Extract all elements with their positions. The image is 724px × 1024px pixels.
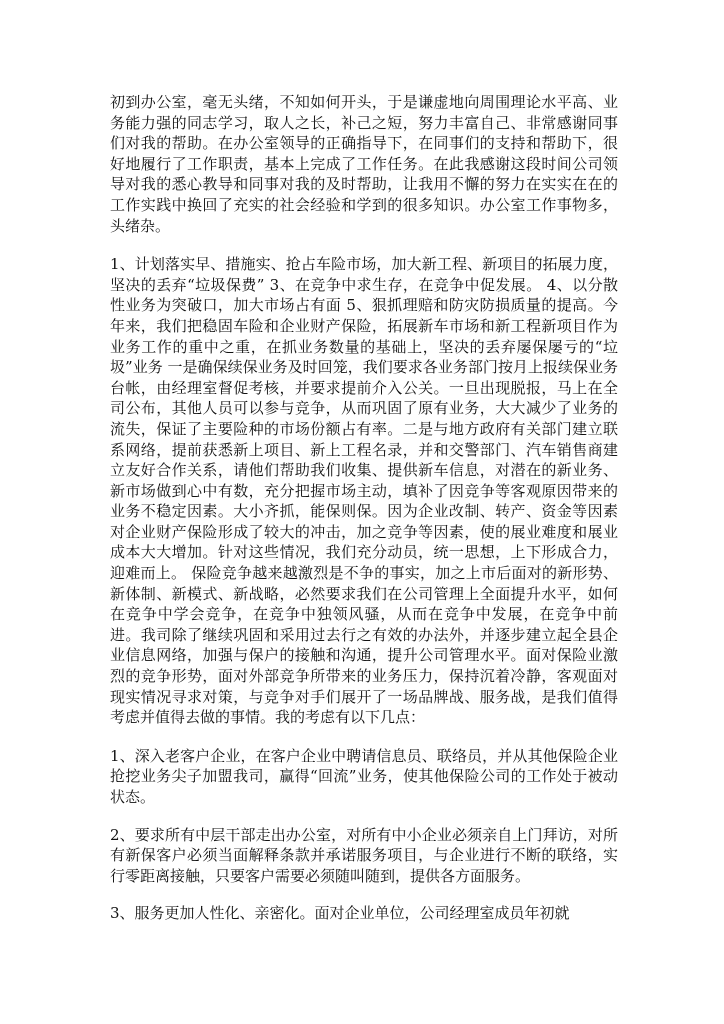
paragraph-intro: 初到办公室，毫无头绪，不知如何开头，于是谦虚地向周围理论水平高、业务能力强的同志学习，取人之长，补己之短，努力丰富自己、非常感谢同事们对我的帮助。在办公室领导的正确指导下，在同事们的支持和帮助下，很好地履行了工作职责，基本上完成了工作任务。在此我感谢这段时间公司领导对我的悉心教导和同事对我的及时帮助，让我用不懈的努力在实实在在的工作实践中换回了充实的社会经验和学到的很多知识。办公室工作事物多，头绪杂。 <box>110 93 618 235</box>
document-body <box>110 92 618 942</box>
paragraph-business-measures: 1、计划落实早、措施实、抢占车险市场，加大新工程、新项目的拓展力度，坚决的丢弃“垃圾保费” 3、在竞争中求生存，在竞争中促发展。 4、以分散性业务为突破口，加大市场占有面 5、狠抓理赔和防灾防损质量的提高。今年来，我们把稳固车险和企业财产保险，拓展新车市场和新工程新项目作为业务工作的重中之重，在抓业务数量的基础上，坚决的丢弃屡保屡亏的“垃圾”业务 一是确保续保业务及时回笼，我们要求各业务部门按月上报续保业务台帐，由经理室督促考核，并要求提前介入公关。一旦出现脱报，马上在全司公布，其他人员可以参与竞争，从而巩固了原有业务，大大减少了业务的流失，保证了主要险种的市场份额占有率。二是与地方政府有关部门建立联系网络，提前获悉新上项目、新上工程名录，并和交警部门、汽车销售商建立友好合作关系，请他们帮助我们收集、提供新车信息，对潜在的新业务、新市场做到心中有数，充分把握市场主动，填补了因竞争等客观原因带来的业务不稳定因素。大小齐抓，能保则保。因为企业改制、转产、资金等因素对企业财产保险形成了较大的冲击，加之竞争等因素，使的展业难度和展业成本大大增加。针对这些情况，我们充分动员，统一思想，上下形成合力，迎难而上。 保险竞争越来越激烈是不争的事实，加之上市后面对的新形势、新体制、新模式、新战略，必然要求我们在公司管理上全面提升水平，如何在竞争中学会竞争，在竞争中独领风骚，从而在竞争中发展，在竞争中前进。我司除了继续巩固和采用过去行之有效的办法外，并逐步建立起全县企业信息网络，加强与保户的接触和沟通，提升公司管理水平。面对保险业激烈的竞争形势，面对外部竞争所带来的业务压力，保持沉着冷静，客观面对现实情况寻求对策，与竞争对手们展开了一场品牌战、服务战，是我们值得考虑并值得去做的事情。我的考虑有以下几点： <box>110 255 618 727</box>
paragraph-point-1: 1、深入老客户企业，在客户企业中聘请信息员、联络员，并从其他保险企业抢挖业务尖子加盟我司，赢得“回流”业务，使其他保险公司的工作处于被动状态。 <box>110 746 618 806</box>
paragraph-point-3: 3、服务更加人性化、亲密化。面对企业单位，公司经理室成员年初就 <box>110 904 570 923</box>
paragraph-point-2: 2、要求所有中层干部走出办公室，对所有中小企业必须亲自上门拜访，对所有新保客户必须当面解释条款并承诺服务项目，与企业进行不断的联络，实行零距离接触，只要客户需要必须随叫随到，提供各方面服务。 <box>110 825 618 885</box>
